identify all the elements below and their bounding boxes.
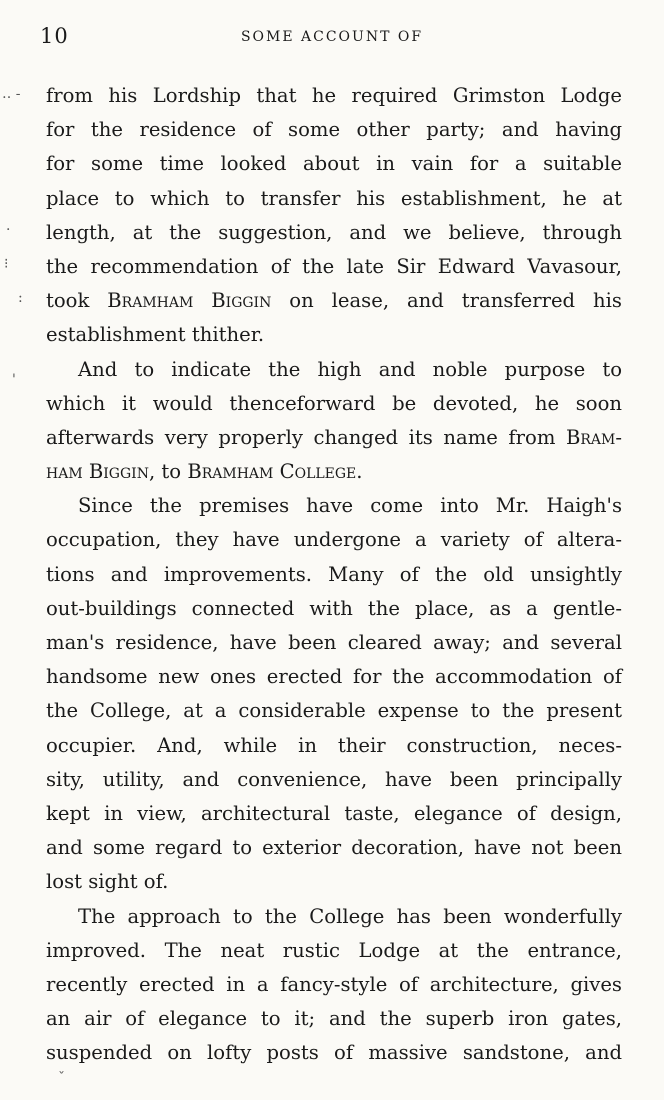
text-line: handsome new ones erected for the accommodation of bbox=[46, 665, 622, 689]
scan-speck: ˇ bbox=[58, 1070, 65, 1086]
text-line: the recommendation of the late Sir Edward Vavasour, bbox=[46, 254, 622, 278]
text-line: Since the premises have come into Mr. Haigh's bbox=[78, 494, 622, 518]
text-line: from his Lordship that he required Grimston Lodge bbox=[46, 84, 622, 107]
text-line: establishment thither. bbox=[46, 323, 265, 347]
text-line: place to which to transfer his establishment, he at bbox=[46, 186, 622, 210]
text-line: suspended on lofty posts of massive sandstone, and bbox=[46, 1041, 622, 1065]
text-line: took Bramham Biggin on lease, and transferred his bbox=[46, 289, 622, 313]
body-text bbox=[46, 79, 622, 1070]
running-title: SOME ACCOUNT OF bbox=[240, 29, 424, 45]
text-line: for some time looked about in vain for a suitable bbox=[46, 152, 622, 176]
text-line: The approach to the College has been wonderfully bbox=[78, 904, 622, 928]
text-line: improved. The neat rustic Lodge at the entrance, bbox=[46, 938, 622, 962]
text-line: tions and improvements. Many of the old unsightly bbox=[46, 562, 622, 586]
text-line: out-buildings connected with the place, as a gentle- bbox=[46, 596, 622, 620]
scan-speck: ‥ - bbox=[2, 86, 21, 102]
text-line: man's residence, have been cleared away; and several bbox=[46, 631, 622, 654]
text-line: afterwards very properly changed its name from Bram- bbox=[46, 425, 622, 449]
text-line: sity, utility, and convenience, have been principally bbox=[46, 767, 622, 791]
text-line: occupation, they have undergone a variety of altera- bbox=[46, 528, 622, 552]
text-line: length, at the suggestion, and we believe, through bbox=[46, 220, 622, 244]
paragraph bbox=[46, 79, 622, 353]
text-line: kept in view, architectural taste, elegance of design, bbox=[46, 801, 622, 825]
scan-speck: ' bbox=[12, 372, 16, 388]
text-line: for the residence of some other party; and having bbox=[46, 118, 622, 142]
text-line: the College, at a considerable expense to the present bbox=[46, 699, 622, 723]
paragraph bbox=[46, 353, 622, 490]
text-line: occupier. And, while in their construction, neces- bbox=[46, 733, 622, 757]
text-line: And to indicate the high and noble purpose to bbox=[78, 357, 622, 381]
paragraph bbox=[46, 489, 622, 899]
page-number: 10 bbox=[40, 24, 69, 48]
scan-speck: · bbox=[6, 222, 11, 238]
paragraph bbox=[46, 900, 622, 1071]
text-line: recently erected in a fancy-style of architecture, gives bbox=[46, 972, 622, 996]
text-line: an air of elegance to it; and the superb iron gates, bbox=[46, 1007, 622, 1031]
text-line: and some regard to exterior decoration, have not been bbox=[46, 836, 622, 860]
text-line: which it would thenceforward be devoted, he soon bbox=[46, 391, 622, 415]
text-line: ham Biggin, to Bramham College. bbox=[46, 460, 363, 484]
text-line: lost sight of. bbox=[46, 870, 169, 894]
scan-speck: : bbox=[18, 290, 23, 306]
scan-speck: ⁝ bbox=[4, 256, 9, 272]
page-header bbox=[40, 24, 624, 52]
